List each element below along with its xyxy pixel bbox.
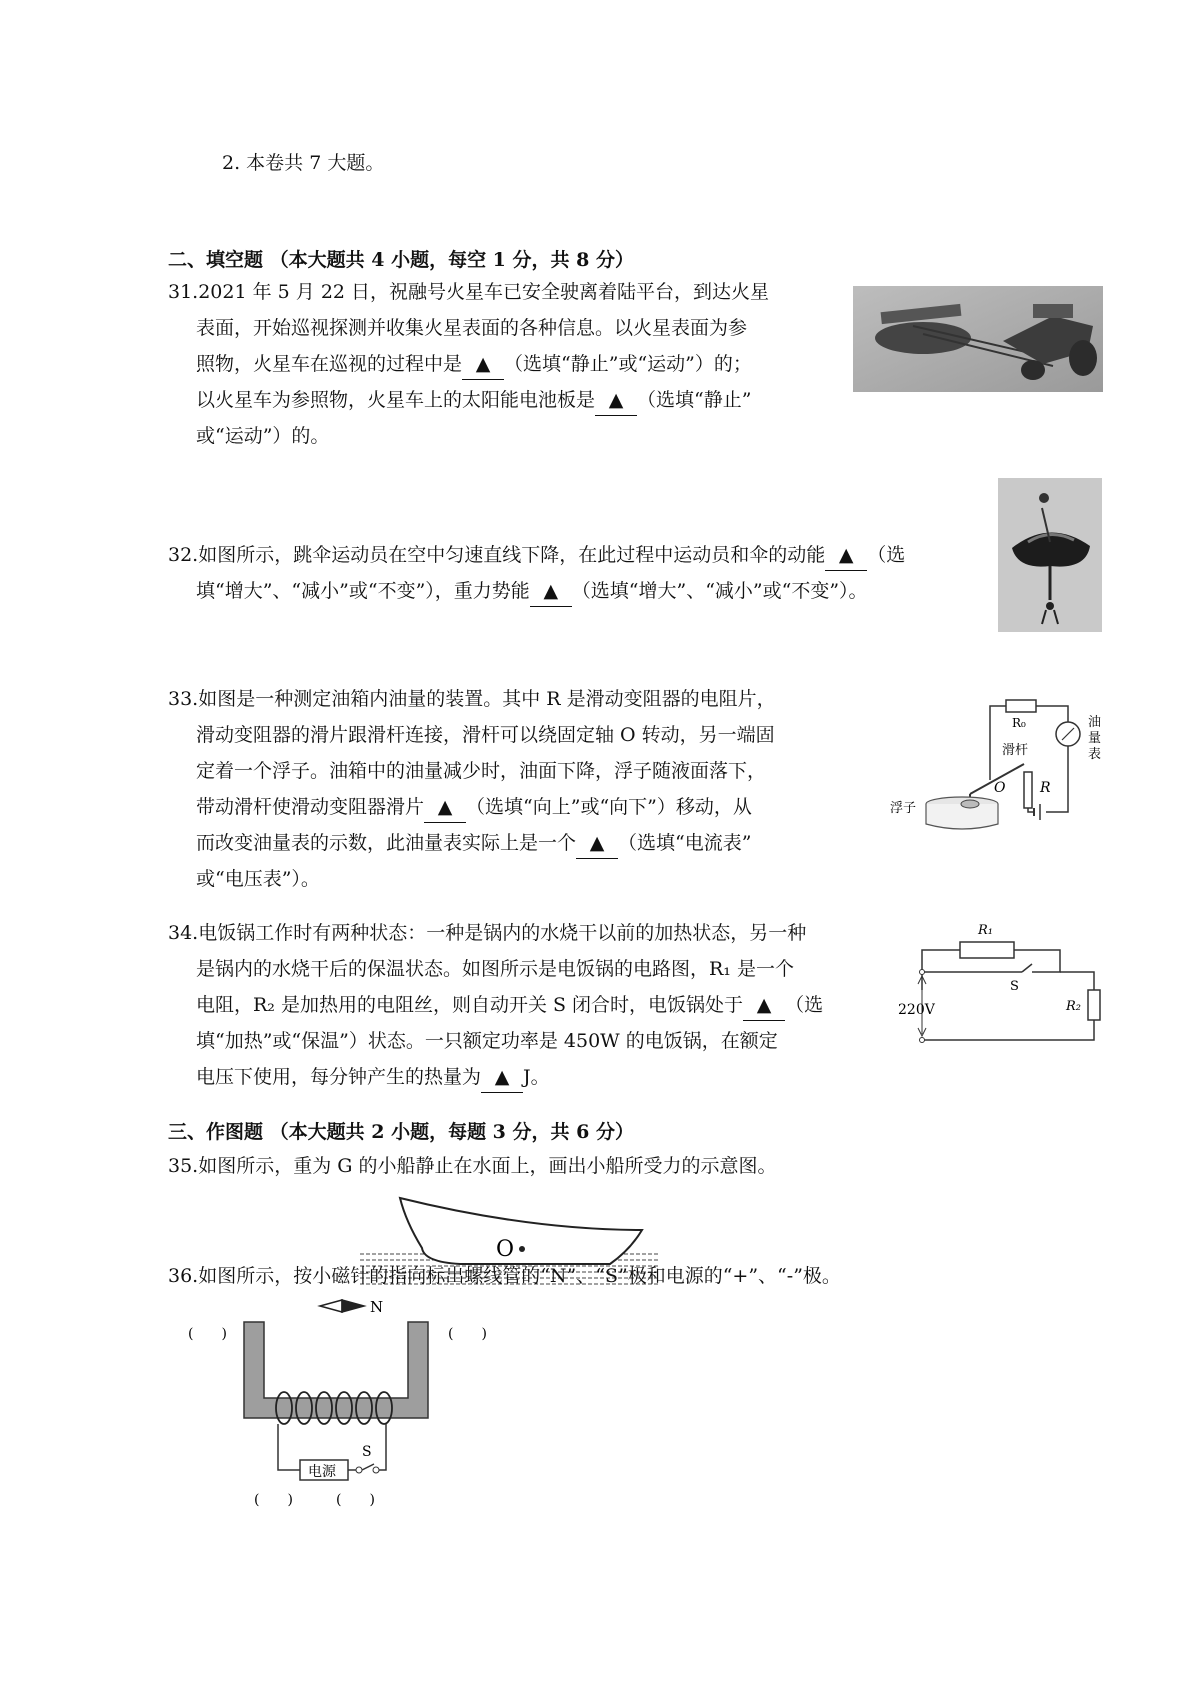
q33-line1: 33.如图是一种测定油箱内油量的装置。其中 R 是滑动变阻器的电阻片， bbox=[168, 688, 776, 710]
meter-label-3: 表 bbox=[1088, 747, 1102, 762]
switch-s bbox=[362, 1464, 374, 1470]
section2-heading: 二、填空题 （本大题共 4 小题，每空 1 分，共 8 分） bbox=[168, 249, 634, 271]
switch-s bbox=[1022, 964, 1032, 972]
answer-blank[interactable]: ▲ bbox=[481, 1062, 523, 1093]
mars-rover-photo bbox=[853, 286, 1103, 392]
lever-label: 滑杆 bbox=[1002, 743, 1029, 758]
q31-line2: 表面，开始巡视探测并收集火星表面的各种信息。以火星表面为参 bbox=[196, 317, 748, 339]
compass-n-label: N bbox=[370, 1298, 384, 1316]
rice-cooker-circuit bbox=[898, 914, 1112, 1048]
q33-line6: 或“电压表”）。 bbox=[196, 868, 320, 890]
pivot-o-label: O bbox=[994, 780, 1006, 796]
q34-line5: 电压下使用，每分钟产生的热量为 ▲ J。 bbox=[196, 1062, 550, 1093]
q32-line1: 32.如图所示，跳伞运动员在空中匀速直线下降，在此过程中运动员和伞的动能 ▲ （选 bbox=[168, 540, 905, 571]
float-label: 浮子 bbox=[890, 801, 917, 816]
r1-label: R₁ bbox=[978, 923, 993, 938]
q31-line5: 或“运动”）的。 bbox=[196, 425, 330, 447]
switch-s-label: S bbox=[362, 1444, 372, 1460]
exam-note: 2. 本卷共 7 大题。 bbox=[222, 152, 385, 174]
answer-blank[interactable]: ▲ bbox=[530, 576, 572, 607]
q34-line4: 填“加热”或“保温”）状态。一只额定功率是 450W 的电饭锅，在额定 bbox=[196, 1030, 778, 1052]
answer-blank[interactable]: ▲ bbox=[462, 349, 504, 380]
q35-text: 35.如图所示，重为 G 的小船静止在水面上，画出小船所受力的示意图。 bbox=[168, 1155, 777, 1177]
boat-hull bbox=[400, 1198, 642, 1264]
r-label: R bbox=[1040, 780, 1051, 796]
oil-gauge-diagram bbox=[890, 694, 1112, 830]
center-o-label: O bbox=[496, 1237, 515, 1262]
q34-line1: 34.电饭锅工作时有两种状态：一种是锅内的水烧干以前的加热状态，另一种 bbox=[168, 922, 807, 944]
q34-line2: 是锅内的水烧干后的保温状态。如图所示是电饭锅的电路图，R₁ 是一个 bbox=[196, 958, 794, 980]
paren-left-top[interactable]: ( ) bbox=[188, 1326, 227, 1342]
q33-line4: 带动滑杆使滑动变阻器滑片 ▲ （选填“向上”或“向下”）移动，从 bbox=[196, 792, 752, 823]
q33-line2: 滑动变阻器的滑片跟滑杆连接，滑杆可以绕固定轴 O 转动，另一端固 bbox=[196, 724, 775, 746]
electromagnet-diagram bbox=[180, 1294, 500, 1514]
r2-label: R₂ bbox=[1066, 999, 1081, 1014]
meter-label-1: 油 bbox=[1088, 715, 1102, 730]
compass-needle-icon bbox=[320, 1300, 342, 1312]
r1-resistor bbox=[960, 942, 1014, 958]
q31-line3: 照物，火星车在巡视的过程中是 ▲ （选填“静止”或“运动”）的； bbox=[196, 349, 752, 380]
switch-s-label: S bbox=[1010, 979, 1019, 994]
q32-line2: 填“增大”、“减小”或“不变”），重力势能 ▲ （选填“增大”、“减小”或“不变”）。 bbox=[196, 576, 868, 607]
section3-heading: 三、作图题 （本大题共 2 小题，每题 3 分，共 6 分） bbox=[168, 1121, 634, 1143]
center-point bbox=[519, 1246, 525, 1252]
answer-blank[interactable]: ▲ bbox=[576, 828, 618, 859]
q36-text: 36.如图所示，按小磁针的指向标出螺线管的“N”、“S”极和电源的“+”、“-”极。 bbox=[168, 1265, 841, 1287]
power-source-label: 电源 bbox=[308, 1464, 336, 1480]
r0-label: R₀ bbox=[1012, 716, 1026, 730]
answer-blank[interactable]: ▲ bbox=[424, 792, 466, 823]
q34-line3: 电阻，R₂ 是加热用的电阻丝，则自动开关 S 闭合时，电饭锅处于 ▲ （选 bbox=[196, 990, 823, 1021]
meter-label-2: 量 bbox=[1088, 731, 1102, 746]
q31-line1: 31.2021 年 5 月 22 日，祝融号火星车已安全驶离着陆平台，到达火星 bbox=[168, 281, 770, 303]
q33-line3: 定着一个浮子。油箱中的油量减少时，油面下降，浮子随液面落下， bbox=[196, 760, 767, 782]
q33-line5: 而改变油量表的示数，此油量表实际上是一个 ▲ （选填“电流表” bbox=[196, 828, 751, 859]
answer-blank[interactable]: ▲ bbox=[595, 385, 637, 416]
q31-line4: 以火星车为参照物，火星车上的太阳能电池板是 ▲ （选填“静止” bbox=[196, 385, 751, 416]
paren-source-left[interactable]: ( ) bbox=[254, 1492, 293, 1508]
r2-resistor bbox=[1088, 990, 1100, 1020]
paren-source-right[interactable]: ( ) bbox=[336, 1492, 375, 1508]
answer-blank[interactable]: ▲ bbox=[743, 990, 785, 1021]
voltage-label: 220V bbox=[898, 1002, 935, 1018]
paren-right-top[interactable]: ( ) bbox=[448, 1326, 487, 1342]
parachutist-photo bbox=[998, 478, 1102, 632]
answer-blank[interactable]: ▲ bbox=[825, 540, 867, 571]
